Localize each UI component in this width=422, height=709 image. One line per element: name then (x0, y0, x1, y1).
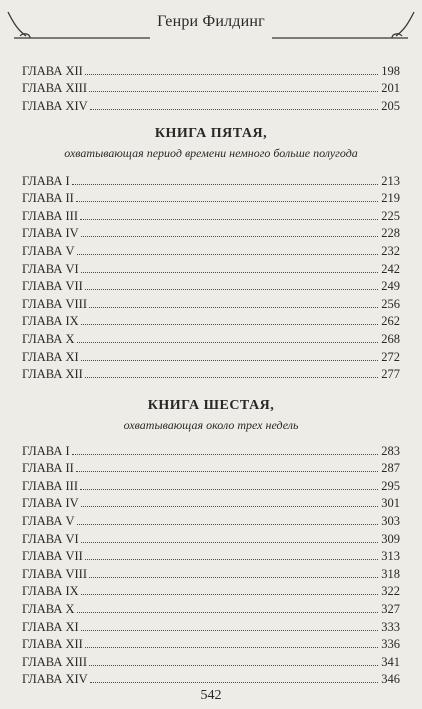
dot-leader (81, 630, 378, 631)
chapter-label: ГЛАВА IX (22, 314, 79, 329)
chapter-label: ГЛАВА VII (22, 549, 83, 564)
chapter-label: ГЛАВА VII (22, 279, 83, 294)
running-header (0, 0, 422, 48)
toc-entry (22, 258, 400, 276)
chapter-label: ГЛАВА XI (22, 349, 79, 364)
chapter-page-number: 213 (381, 173, 400, 188)
toc-entry (22, 95, 400, 113)
dot-leader (76, 201, 378, 202)
chapter-label: ГЛАВА X (22, 601, 75, 616)
dot-leader (77, 342, 378, 343)
toc-entry (22, 240, 400, 258)
chapter-label: ГЛАВА VIII (22, 296, 88, 311)
toc-entry (22, 563, 400, 581)
chapter-page-number: 225 (381, 208, 400, 223)
toc-entry (22, 78, 400, 96)
toc-entry (22, 581, 400, 599)
toc-entry (22, 634, 400, 652)
chapter-page-number: 333 (381, 619, 400, 634)
dot-leader (85, 74, 378, 75)
chapter-page-number: 301 (381, 496, 400, 511)
dot-leader (72, 184, 378, 185)
chapter-label: ГЛАВА V (22, 513, 75, 528)
chapter-label: ГЛАВА XII (22, 63, 83, 78)
book5-title: КНИГА ПЯТАЯ, (154, 126, 268, 141)
dot-leader (90, 682, 378, 683)
chapter-label: ГЛАВА III (22, 478, 78, 493)
dot-leader (77, 254, 378, 255)
chapter-page-number: 322 (381, 584, 400, 599)
dot-leader (81, 542, 378, 543)
toc-entry (22, 546, 400, 564)
toc-group-book6 (22, 440, 400, 686)
chapter-page-number: 336 (381, 637, 400, 652)
dot-leader (81, 506, 378, 507)
dot-leader (85, 377, 378, 378)
toc-entry (22, 311, 400, 329)
dot-leader (89, 665, 378, 666)
chapter-page-number: 313 (381, 549, 400, 564)
toc-entry (22, 188, 400, 206)
chapter-label: ГЛАВА XIII (22, 654, 88, 669)
toc-entry (22, 669, 400, 687)
book6-title: КНИГА ШЕСТАЯ, (147, 398, 275, 413)
chapter-page-number: 268 (381, 331, 400, 346)
dot-leader (85, 289, 378, 290)
toc-entry (22, 475, 400, 493)
toc-entry (22, 293, 400, 311)
chapter-label: ГЛАВА XIII (22, 81, 88, 96)
chapter-page-number: 327 (381, 601, 400, 616)
dot-leader (81, 324, 378, 325)
toc-entry (22, 170, 400, 188)
toc-entry (22, 493, 400, 511)
toc-entry (22, 328, 400, 346)
dot-leader (89, 307, 378, 308)
chapter-label: ГЛАВА II (22, 191, 74, 206)
dot-leader (90, 109, 378, 110)
chapter-page-number: 309 (381, 531, 400, 546)
chapter-label: ГЛАВА VI (22, 531, 79, 546)
chapter-page-number: 272 (381, 349, 400, 364)
dot-leader (81, 360, 378, 361)
dot-leader (81, 594, 378, 595)
chapter-label: ГЛАВА XII (22, 637, 83, 652)
toc-entry (22, 616, 400, 634)
chapter-page-number: 249 (381, 279, 400, 294)
chapter-label: ГЛАВА VI (22, 261, 79, 276)
chapter-label: ГЛАВА X (22, 331, 75, 346)
chapter-page-number: 256 (381, 296, 400, 311)
dot-leader (72, 454, 378, 455)
chapter-label: ГЛАВА II (22, 461, 74, 476)
toc-entry (22, 510, 400, 528)
chapter-page-number: 283 (381, 443, 400, 458)
chapter-page-number: 277 (381, 367, 400, 382)
chapter-page-number: 232 (381, 243, 400, 258)
chapter-page-number: 242 (381, 261, 400, 276)
chapter-label: ГЛАВА III (22, 208, 78, 223)
book6-subtitle: охватывающая около трех недель (123, 418, 299, 432)
chapter-page-number: 205 (381, 98, 400, 113)
chapter-page-number: 318 (381, 566, 400, 581)
chapter-label: ГЛАВА XIV (22, 672, 88, 687)
chapter-page-number: 262 (381, 314, 400, 329)
dot-leader (77, 612, 378, 613)
toc-entry (22, 651, 400, 669)
dot-leader (76, 471, 378, 472)
chapter-page-number: 295 (381, 478, 400, 493)
chapter-page-number: 346 (381, 672, 400, 687)
toc-entry (22, 205, 400, 223)
running-header-author: Генри Филдинг (157, 13, 265, 30)
dot-leader (80, 219, 378, 220)
toc-entry (22, 528, 400, 546)
chapter-page-number: 303 (381, 513, 400, 528)
dot-leader (80, 489, 378, 490)
dot-leader (89, 91, 378, 92)
chapter-page-number: 201 (381, 81, 400, 96)
chapter-label: ГЛАВА IV (22, 226, 79, 241)
toc-entry (22, 364, 400, 382)
chapter-label: ГЛАВА I (22, 443, 70, 458)
chapter-label: ГЛАВА IX (22, 584, 79, 599)
chapter-label: ГЛАВА XII (22, 367, 83, 382)
toc-group-book5 (22, 170, 400, 381)
chapter-label: ГЛАВА XIV (22, 98, 88, 113)
toc-entry (22, 598, 400, 616)
page-number: 542 (200, 688, 222, 703)
chapter-page-number: 228 (381, 226, 400, 241)
book5-subtitle: охватывающая период времени немного больше полугода (64, 146, 358, 160)
toc-entry (22, 458, 400, 476)
toc-entry (22, 223, 400, 241)
chapter-page-number: 341 (381, 654, 400, 669)
toc-group-book4-tail (22, 60, 400, 113)
chapter-label: ГЛАВА XI (22, 619, 79, 634)
toc-entry (22, 440, 400, 458)
toc-entry (22, 346, 400, 364)
chapter-page-number: 198 (381, 63, 400, 78)
chapter-label: ГЛАВА VIII (22, 566, 88, 581)
dot-leader (85, 647, 378, 648)
chapter-label: ГЛАВА IV (22, 496, 79, 511)
dot-leader (81, 272, 378, 273)
dot-leader (77, 524, 378, 525)
dot-leader (85, 559, 378, 560)
toc-entry (22, 60, 400, 78)
dot-leader (89, 577, 378, 578)
chapter-label: ГЛАВА V (22, 243, 75, 258)
chapter-page-number: 287 (381, 461, 400, 476)
dot-leader (81, 236, 378, 237)
chapter-label: ГЛАВА I (22, 173, 70, 188)
chapter-page-number: 219 (381, 191, 400, 206)
toc-entry (22, 276, 400, 294)
